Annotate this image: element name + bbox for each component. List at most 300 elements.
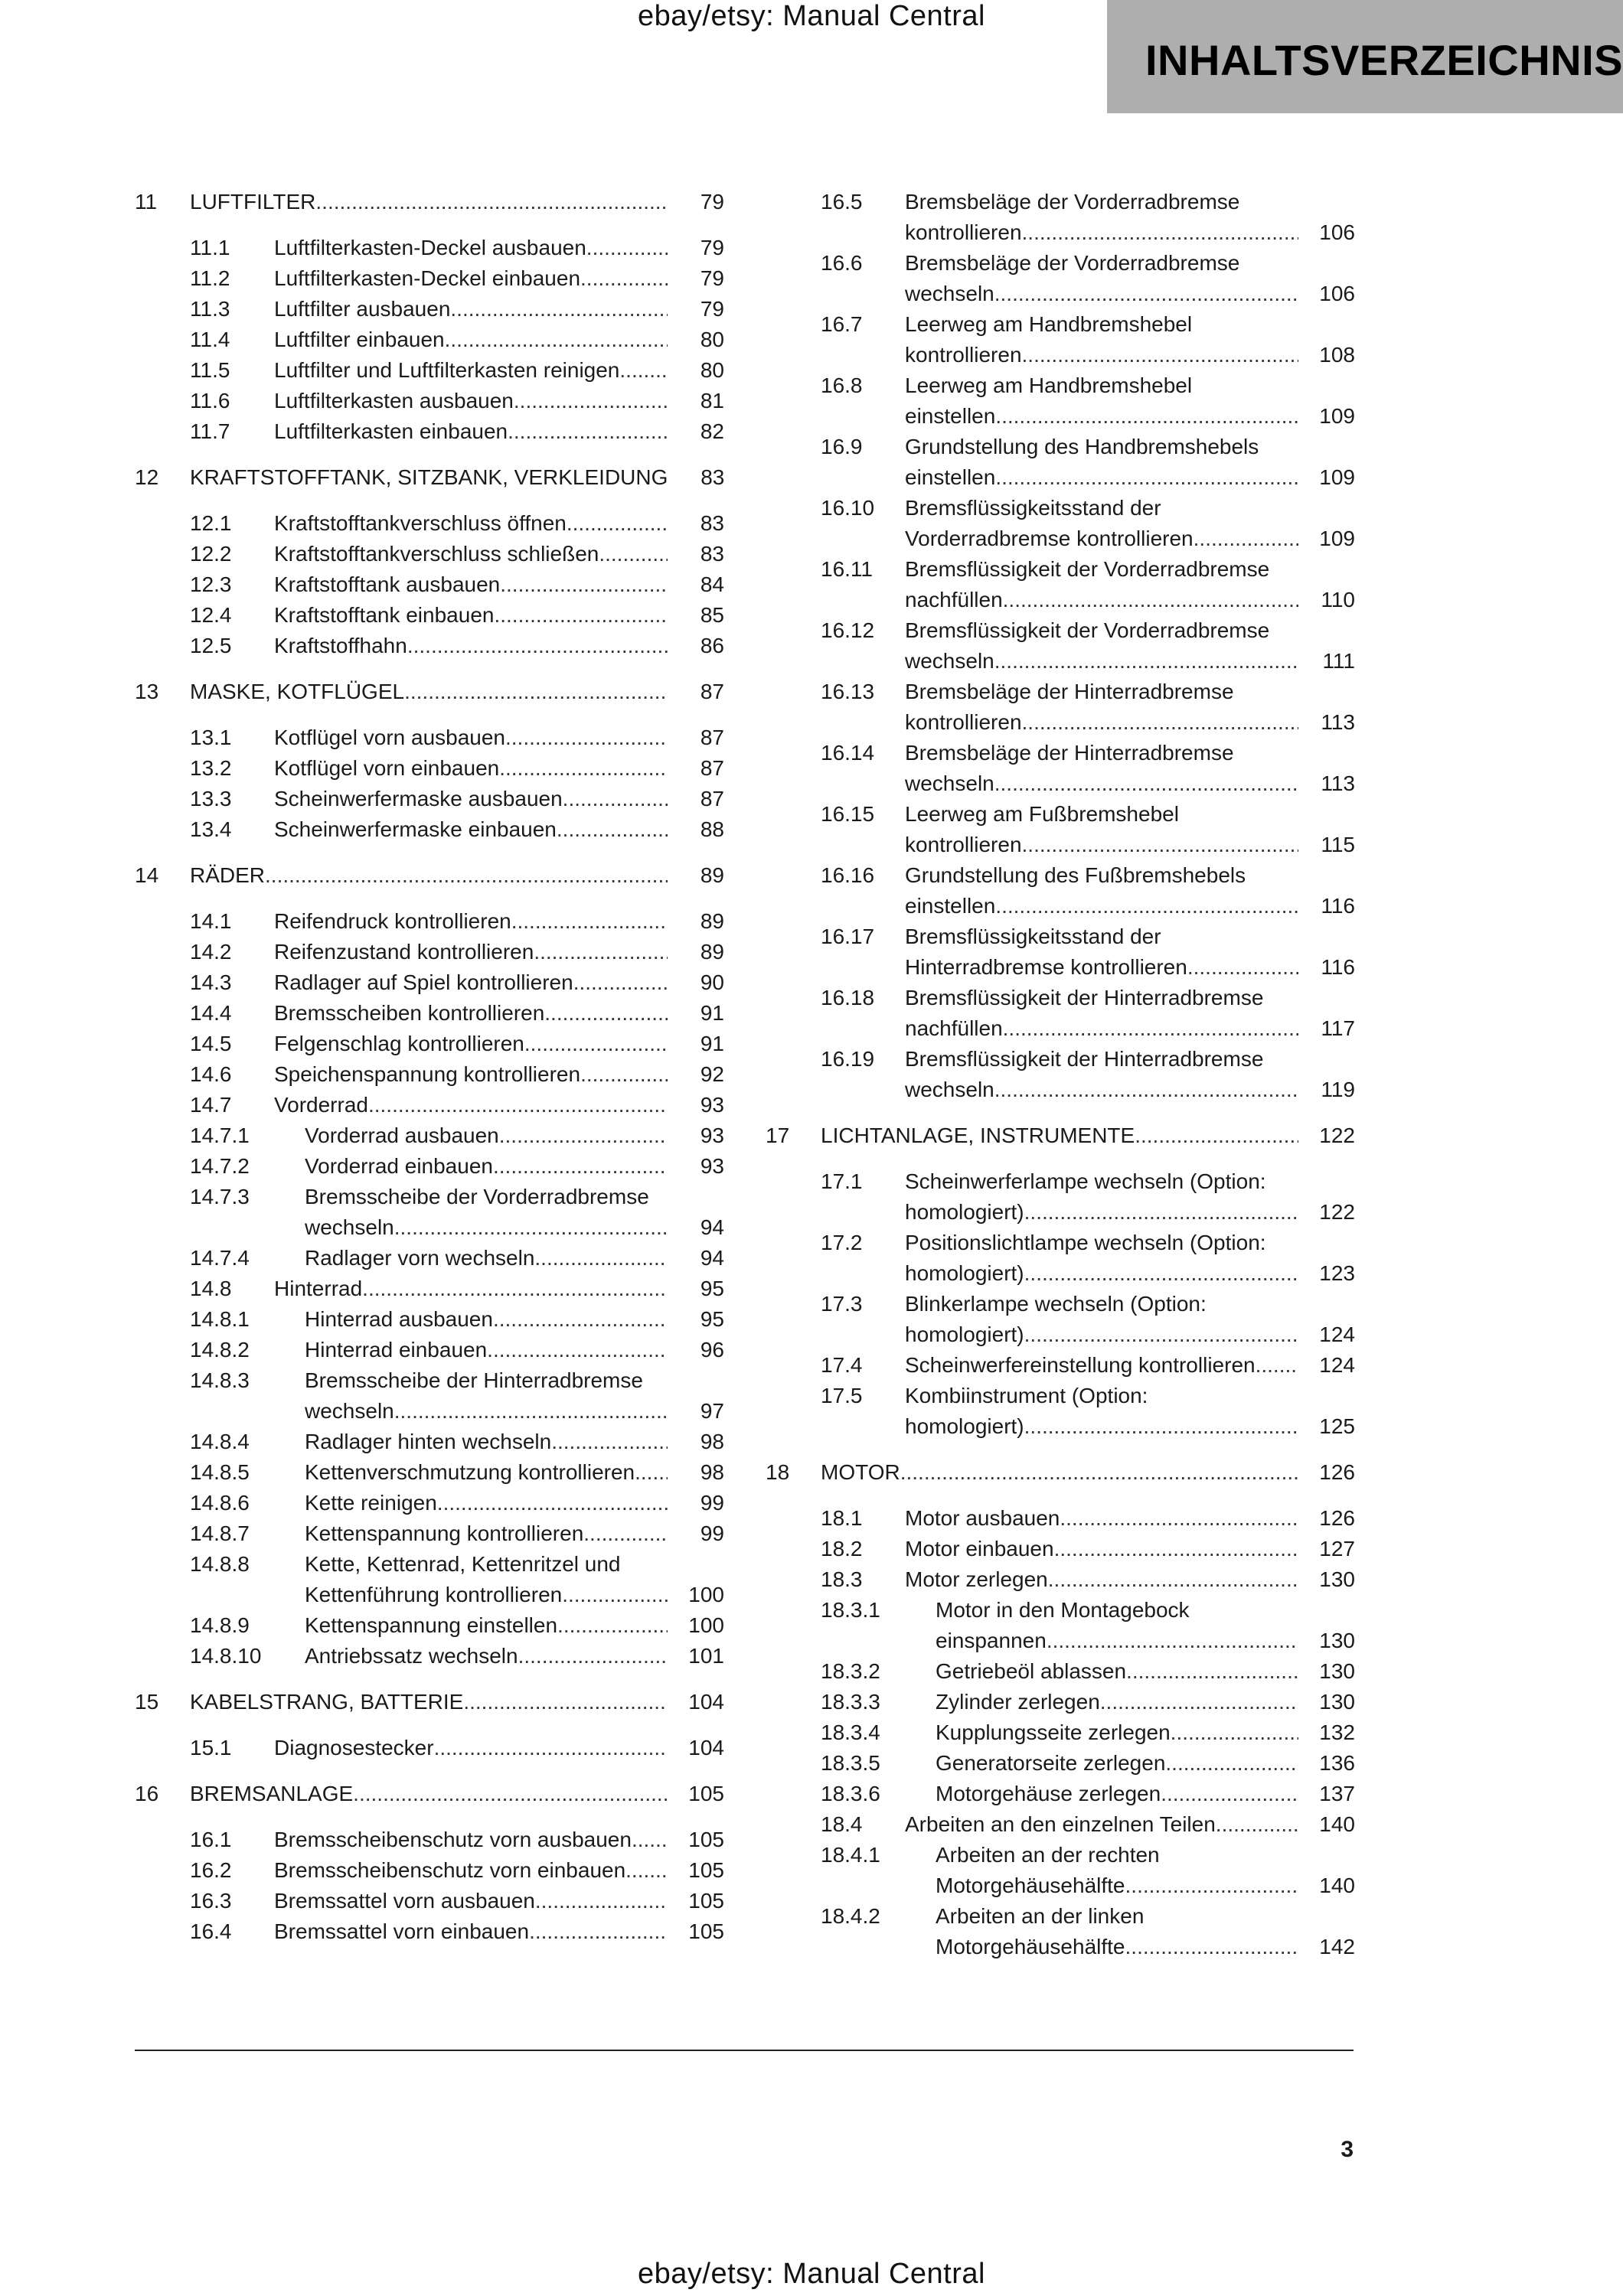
toc-entry-number: 11.2 (190, 266, 230, 290)
watermark-top: ebay/etsy: Manual Central (638, 0, 985, 32)
toc-leader-dots (557, 1610, 668, 1641)
toc-entry (766, 738, 1355, 799)
toc-entry-line (274, 1916, 724, 1947)
toc-entry-page: 80 (700, 358, 724, 382)
toc-entry-title: kontrollieren (905, 220, 1022, 244)
toc-entry (135, 1457, 724, 1488)
toc-entry-title: Kette, Kettenrad, Kettenritzel und (305, 1552, 621, 1576)
toc-entry-page: 105 (688, 1889, 724, 1913)
toc-entry-page: 140 (1319, 1874, 1355, 1897)
toc-entry (135, 1274, 724, 1304)
toc-entry-line (905, 830, 1355, 860)
toc-entry-page: 116 (1321, 894, 1355, 918)
toc-leader-dots (353, 1779, 668, 1809)
toc-entry (766, 1457, 1355, 1488)
toc-entry-number: 18.4.1 (821, 1843, 880, 1867)
toc-entry-title: kontrollieren (905, 343, 1022, 367)
toc-entry-title: homologiert) (905, 1200, 1024, 1224)
toc-entry-line (305, 1641, 724, 1671)
toc-entry-page: 110 (1321, 588, 1355, 612)
toc-entry (135, 569, 724, 600)
toc-entry-title: Hinterrad ausbauen (305, 1307, 493, 1331)
toc-entry-title: Reifenzustand kontrollieren (274, 940, 534, 964)
toc-entry-number: 14.8.6 (190, 1491, 250, 1515)
toc-entry-line (305, 1580, 724, 1610)
toc-entry-number: 16.3 (190, 1889, 232, 1913)
toc-entry-line (274, 1090, 724, 1120)
toc-leader-dots (551, 1427, 668, 1457)
toc-leader-dots (1171, 1717, 1298, 1748)
toc-entry-line (274, 569, 724, 600)
toc-leader-dots (994, 1075, 1298, 1105)
toc-entry-page: 126 (1319, 1506, 1355, 1530)
toc-entry-page: 106 (1319, 282, 1355, 305)
toc-entry-page: 94 (700, 1246, 724, 1270)
toc-entry-page: 130 (1319, 1690, 1355, 1714)
toc-entry-number: 16.5 (821, 190, 863, 214)
toc-entry-title: Scheinwerfermaske ausbauen (274, 787, 563, 810)
toc-entry-number: 18.3.4 (821, 1720, 880, 1744)
toc-entry-title: einspannen (936, 1629, 1047, 1652)
toc-entry-title: Radlager hinten wechseln (305, 1430, 552, 1453)
toc-leader-dots (315, 187, 668, 217)
toc-entry-line (936, 1779, 1355, 1809)
toc-entry-number: 17.4 (821, 1353, 863, 1377)
toc-entry-title: Scheinwerferlampe wechseln (Option: (905, 1169, 1266, 1193)
toc-entry-line (905, 1258, 1355, 1289)
toc-entry-line (274, 906, 724, 937)
toc-entry-page: 84 (700, 572, 724, 596)
toc-entry-title: Bremssattel vorn ausbauen (274, 1889, 535, 1913)
toc-entry-number: 16.16 (821, 863, 875, 887)
toc-leader-dots (567, 508, 668, 539)
toc-entry (766, 1901, 1355, 1962)
toc-entry-line (274, 386, 724, 416)
toc-entry-page: 116 (1321, 955, 1355, 979)
toc-leader-dots (445, 325, 668, 355)
toc-entry-page: 82 (700, 419, 724, 443)
toc-entry (766, 1534, 1355, 1564)
toc-entry-number: 14.4 (190, 1001, 232, 1025)
toc-entry-number: 14.7.4 (190, 1246, 250, 1270)
toc-entry (135, 860, 724, 891)
toc-entry-title: Bremsflüssigkeit der Vorderradbremse (905, 557, 1270, 581)
toc-entry-line (274, 722, 724, 753)
toc-entry (135, 294, 724, 325)
toc-entry (135, 508, 724, 539)
header-title: INHALTSVERZEICHNIS (1145, 36, 1623, 84)
toc-entry-line (905, 983, 1355, 1013)
toc-entry-line (905, 1166, 1355, 1197)
toc-entry-title: Bremssattel vorn einbauen (274, 1919, 530, 1943)
toc-entry-title: Scheinwerfereinstellung kontrollieren (905, 1353, 1256, 1377)
toc-leader-dots (499, 1120, 668, 1151)
toc-entry-title: Kraftstofftank einbauen (274, 603, 495, 627)
toc-leader-dots (437, 1488, 668, 1518)
toc-entry-page: 113 (1321, 771, 1355, 795)
toc-entry-title: wechseln (905, 282, 994, 305)
toc-entry (135, 1488, 724, 1518)
toc-entry-line (274, 967, 724, 998)
toc-entry (135, 1733, 724, 1763)
toc-entry-title: homologiert) (905, 1261, 1024, 1285)
toc-entry-line (305, 1304, 724, 1335)
toc-leader-dots (562, 1580, 668, 1610)
toc-leader-dots (1003, 1013, 1298, 1044)
toc-entry-line (905, 1228, 1355, 1258)
toc-entry-page: 83 (700, 511, 724, 535)
toc-entry-number: 12.1 (190, 511, 232, 535)
toc-entry-line (905, 860, 1355, 891)
toc-entry (135, 1090, 724, 1120)
toc-leader-dots (265, 860, 668, 891)
toc-entry-title: Kettenverschmutzung kontrollieren (305, 1460, 635, 1484)
toc-leader-dots (583, 1518, 668, 1549)
toc-entry-title: Hinterrad (274, 1277, 363, 1300)
toc-entry-line (305, 1243, 724, 1274)
toc-entry-title: Kette reinigen (305, 1491, 437, 1515)
toc-entry-page: 93 (700, 1093, 724, 1117)
toc-entry-line (305, 1335, 724, 1365)
toc-entry-page: 87 (700, 756, 724, 780)
toc-entry-line (305, 1365, 724, 1396)
toc-entry-title: Kraftstofftankverschluss öffnen (274, 511, 567, 535)
toc-entry-page: 109 (1319, 527, 1355, 550)
toc-leader-dots (404, 677, 668, 707)
toc-entry-line (274, 753, 724, 784)
toc-entry-title: wechseln (305, 1399, 394, 1423)
toc-entry-title: Luftfilterkasten einbauen (274, 419, 508, 443)
toc-entry-number: 14.8.9 (190, 1613, 250, 1637)
toc-entry-page: 105 (688, 1782, 724, 1805)
toc-entry-page: 98 (700, 1430, 724, 1453)
toc-entry-number: 13 (135, 680, 159, 703)
toc-entry-number: 12.3 (190, 572, 232, 596)
toc-entry-page: 89 (700, 940, 724, 964)
toc-entry-line (274, 539, 724, 569)
toc-entry-line (274, 325, 724, 355)
toc-entry-page: 104 (688, 1736, 724, 1760)
toc-entry-number: 14.8 (190, 1277, 232, 1300)
toc-leader-dots (487, 1335, 668, 1365)
toc-entry-line (274, 1855, 724, 1886)
toc-entry-line (905, 248, 1355, 279)
toc-entry-line (905, 1075, 1355, 1105)
toc-entry-title: Arbeiten an der linken (936, 1904, 1145, 1928)
toc-entry (135, 233, 724, 263)
toc-entry-line (936, 1656, 1355, 1687)
toc-entry-line (905, 615, 1355, 646)
toc-entry-page: 109 (1319, 404, 1355, 428)
toc-entry-line (905, 1319, 1355, 1350)
toc-entry-title: Luftfilterkasten-Deckel ausbauen (274, 236, 586, 259)
toc-entry-line (905, 677, 1355, 707)
toc-leader-dots (1024, 1258, 1298, 1289)
toc-entry (135, 1059, 724, 1090)
toc-entry-number: 14.8.4 (190, 1430, 250, 1453)
toc-entry-line (905, 891, 1355, 921)
toc-entry-page: 142 (1319, 1935, 1355, 1958)
toc-entry (135, 998, 724, 1029)
toc-entry-number: 16.13 (821, 680, 875, 703)
toc-entry-number: 16.12 (821, 618, 875, 642)
toc-entry-line (305, 1427, 724, 1457)
toc-entry (766, 1564, 1355, 1595)
toc-leader-dots (368, 1090, 668, 1120)
toc-entry-line (305, 1120, 724, 1151)
toc-entry-page: 117 (1321, 1016, 1355, 1040)
toc-entry (135, 967, 724, 998)
toc-entry (135, 187, 724, 217)
toc-entry (135, 1304, 724, 1335)
toc-entry-page: 91 (700, 1032, 724, 1055)
toc-entry (135, 722, 724, 753)
toc-entry-line (905, 799, 1355, 830)
toc-entry-line (274, 1274, 724, 1304)
toc-entry (135, 1641, 724, 1671)
toc-entry-page: 115 (1321, 833, 1355, 856)
toc-entry-line (190, 187, 724, 217)
toc-leader-dots (1100, 1687, 1298, 1717)
toc-entry (135, 1365, 724, 1427)
toc-entry-line (905, 952, 1355, 983)
toc-entry-page: 124 (1319, 1353, 1355, 1377)
toc-leader-dots (1047, 1626, 1298, 1656)
toc-leader-dots (1022, 707, 1298, 738)
toc-entry (766, 1840, 1355, 1901)
toc-entry-title: LICHTANLAGE, INSTRUMENTE (821, 1124, 1135, 1147)
toc-entry-line (936, 1870, 1355, 1901)
toc-entry-line (274, 814, 724, 845)
toc-entry-title: LUFTFILTER (190, 190, 316, 214)
toc-leader-dots (450, 294, 668, 325)
toc-entry (135, 1182, 724, 1243)
toc-column-right (766, 187, 1355, 1962)
toc-entry-line (274, 1825, 724, 1855)
footer-rule (135, 2050, 1354, 2051)
toc-entry-number: 14.8.1 (190, 1307, 250, 1331)
toc-entry-title: homologiert) (905, 1322, 1024, 1346)
toc-entry-title: Scheinwerfermaske einbauen (274, 817, 557, 841)
toc-entry-line (905, 1013, 1355, 1044)
toc-leader-dots (1135, 1120, 1298, 1151)
toc-entry-page: 123 (1319, 1261, 1355, 1285)
toc-entry-number: 11.6 (190, 389, 230, 413)
toc-entry-line (305, 1457, 724, 1488)
toc-entry-number: 16 (135, 1782, 159, 1805)
toc-leader-dots (994, 646, 1298, 677)
toc-entry-page: 94 (700, 1215, 724, 1239)
toc-entry (766, 615, 1355, 677)
toc-entry-line (190, 860, 724, 891)
toc-entry (766, 1166, 1355, 1228)
toc-entry-page: 88 (700, 817, 724, 841)
toc-entry (135, 784, 724, 814)
toc-entry-line (905, 370, 1355, 401)
toc-leader-dots (534, 1243, 668, 1274)
toc-entry-line (821, 1457, 1355, 1488)
toc-leader-dots (573, 967, 668, 998)
toc-entry (766, 677, 1355, 738)
toc-entry (135, 1029, 724, 1059)
toc-leader-dots (394, 1212, 668, 1243)
toc-entry-title: Diagnosestecker (274, 1736, 434, 1760)
toc-entry-line (905, 1350, 1355, 1381)
toc-entry-number: 16.11 (821, 557, 873, 581)
toc-entry-number: 14.8.8 (190, 1552, 250, 1576)
toc-leader-dots (500, 569, 668, 600)
toc-entry (766, 554, 1355, 615)
toc-entry-page: 132 (1319, 1720, 1355, 1744)
toc-entry-title: Arbeiten an den einzelnen Teilen (905, 1812, 1216, 1836)
toc-entry-line (905, 921, 1355, 952)
toc-entry (766, 432, 1355, 493)
toc-entry (766, 860, 1355, 921)
toc-entry-line (274, 600, 724, 631)
toc-entry-page: 87 (700, 680, 724, 703)
toc-entry-title: Bremsflüssigkeit der Hinterradbremse (905, 986, 1264, 1009)
toc-entry-title: Vorderrad ausbauen (305, 1124, 499, 1147)
toc-entry-line (905, 1534, 1355, 1564)
toc-entry-title: Radlager auf Spiel kontrollieren (274, 970, 573, 994)
toc-leader-dots (1125, 1932, 1298, 1962)
toc-leader-dots (625, 1855, 668, 1886)
watermark-bottom: ebay/etsy: Manual Central (638, 2258, 985, 2290)
toc-entry-line (274, 784, 724, 814)
toc-entry-number: 16.15 (821, 802, 875, 826)
toc-entry-number: 14.1 (190, 909, 232, 933)
toc-entry-line (905, 768, 1355, 799)
toc-entry-number: 14.7 (190, 1093, 232, 1117)
toc-leader-dots (995, 462, 1298, 493)
toc-entry-page: 96 (700, 1338, 724, 1362)
toc-entry-number: 14.8.10 (190, 1644, 262, 1668)
toc-entry-title: Bremsbeläge der Vorderradbremse (905, 251, 1240, 275)
toc-entry-number: 16.7 (821, 312, 863, 336)
toc-entry-title: Luftfilter einbauen (274, 328, 445, 351)
toc-entry-page: 83 (700, 542, 724, 566)
toc-entry-number: 13.1 (190, 726, 232, 749)
toc-entry-title: Blinkerlampe wechseln (Option: (905, 1292, 1207, 1316)
toc-entry-line (936, 1840, 1355, 1870)
toc-entry-page: 105 (688, 1858, 724, 1882)
toc-entry-line (274, 631, 724, 661)
toc-entry-title: wechseln (905, 649, 994, 673)
toc-entry-number: 15.1 (190, 1736, 232, 1760)
toc-entry-page: 99 (700, 1491, 724, 1515)
toc-entry (135, 1779, 724, 1809)
toc-entry-title: Antriebssatz wechseln (305, 1644, 518, 1668)
toc-entry (135, 325, 724, 355)
toc-entry (135, 1335, 724, 1365)
toc-leader-dots (995, 401, 1298, 432)
toc-entry-line (305, 1151, 724, 1182)
toc-entry-line (905, 493, 1355, 523)
toc-leader-dots (1022, 217, 1298, 248)
toc-entry-title: Kotflügel vorn einbauen (274, 756, 500, 780)
toc-entry-line (905, 1381, 1355, 1411)
toc-entry (766, 1656, 1355, 1687)
toc-entry-title: wechseln (305, 1215, 394, 1239)
toc-entry-line (274, 1886, 724, 1916)
toc-entry-title: einstellen (905, 894, 996, 918)
toc-leader-dots (1022, 340, 1298, 370)
toc-entry-page: 98 (700, 1460, 724, 1484)
toc-entry-page: 85 (700, 603, 724, 627)
toc-entry-page: 130 (1319, 1659, 1355, 1683)
toc-entry-page: 130 (1319, 1629, 1355, 1652)
toc-entry (135, 539, 724, 569)
toc-leader-dots (494, 600, 668, 631)
toc-leader-dots (1024, 1319, 1298, 1350)
toc-entry-line (274, 1059, 724, 1090)
toc-entry-page: 95 (700, 1307, 724, 1331)
toc-entry-page: 79 (700, 236, 724, 259)
toc-entry-number: 16.17 (821, 925, 875, 948)
toc-entry-page: 79 (700, 266, 724, 290)
toc-entry (135, 1916, 724, 1947)
toc-entry-page: 89 (700, 909, 724, 933)
toc-leader-dots (1256, 1350, 1298, 1381)
toc-entry-page: 87 (700, 726, 724, 749)
toc-entry (135, 753, 724, 784)
toc-entry-number: 12.5 (190, 634, 232, 657)
toc-entry (135, 416, 724, 447)
toc-entry-title: KABELSTRANG, BATTERIE (190, 1690, 464, 1714)
toc-entry-line (905, 1197, 1355, 1228)
toc-entry-page: 140 (1319, 1812, 1355, 1836)
toc-entry-number: 17 (766, 1124, 790, 1147)
toc-entry-number: 17.5 (821, 1384, 863, 1407)
toc-entry-title: Speichenspannung kontrollieren (274, 1062, 581, 1086)
toc-leader-dots (1024, 1411, 1298, 1442)
toc-entry-line (905, 432, 1355, 462)
toc-leader-dots (505, 722, 668, 753)
toc-entry (135, 1549, 724, 1610)
toc-entry-page: 79 (700, 190, 724, 214)
toc-entry-title: Motorgehäuse zerlegen (936, 1782, 1161, 1805)
toc-entry-line (305, 1182, 724, 1212)
toc-entry (135, 906, 724, 937)
toc-entry-number: 11.7 (190, 419, 230, 443)
toc-entry-page: 106 (1319, 220, 1355, 244)
toc-leader-dots (524, 1029, 668, 1059)
toc-entry-title: Bremsscheibe der Hinterradbremse (305, 1368, 643, 1392)
toc-entry-title: Kraftstofftankverschluss schließen (274, 542, 599, 566)
toc-entry (135, 677, 724, 707)
toc-entry-title: Hinterradbremse kontrollieren (905, 955, 1187, 979)
toc-leader-dots (394, 1396, 668, 1427)
toc-entry-number: 16.19 (821, 1047, 875, 1071)
toc-entry-title: BREMSANLAGE (190, 1782, 354, 1805)
toc-entry (766, 1748, 1355, 1779)
toc-entry-title: Motor einbauen (905, 1537, 1054, 1561)
toc-entry-title: Bremsflüssigkeit der Hinterradbremse (905, 1047, 1264, 1071)
toc-entry-line (905, 462, 1355, 493)
toc-entry (766, 1687, 1355, 1717)
toc-leader-dots (518, 1641, 668, 1671)
toc-entry-number: 11.1 (190, 236, 230, 259)
toc-leader-dots (362, 1274, 668, 1304)
toc-entry-line (274, 294, 724, 325)
toc-entry-number: 11.5 (190, 358, 230, 382)
toc-entry-number: 11.4 (190, 328, 230, 351)
toc-entry-line (905, 279, 1355, 309)
toc-entry-title: Grundstellung des Fußbremshebels (905, 863, 1246, 887)
toc-entry (135, 814, 724, 845)
toc-entry-title: KRAFTSTOFFTANK, SITZBANK, VERKLEIDUNG (190, 465, 668, 489)
toc-entry-title: Kraftstofftank ausbauen (274, 572, 501, 596)
